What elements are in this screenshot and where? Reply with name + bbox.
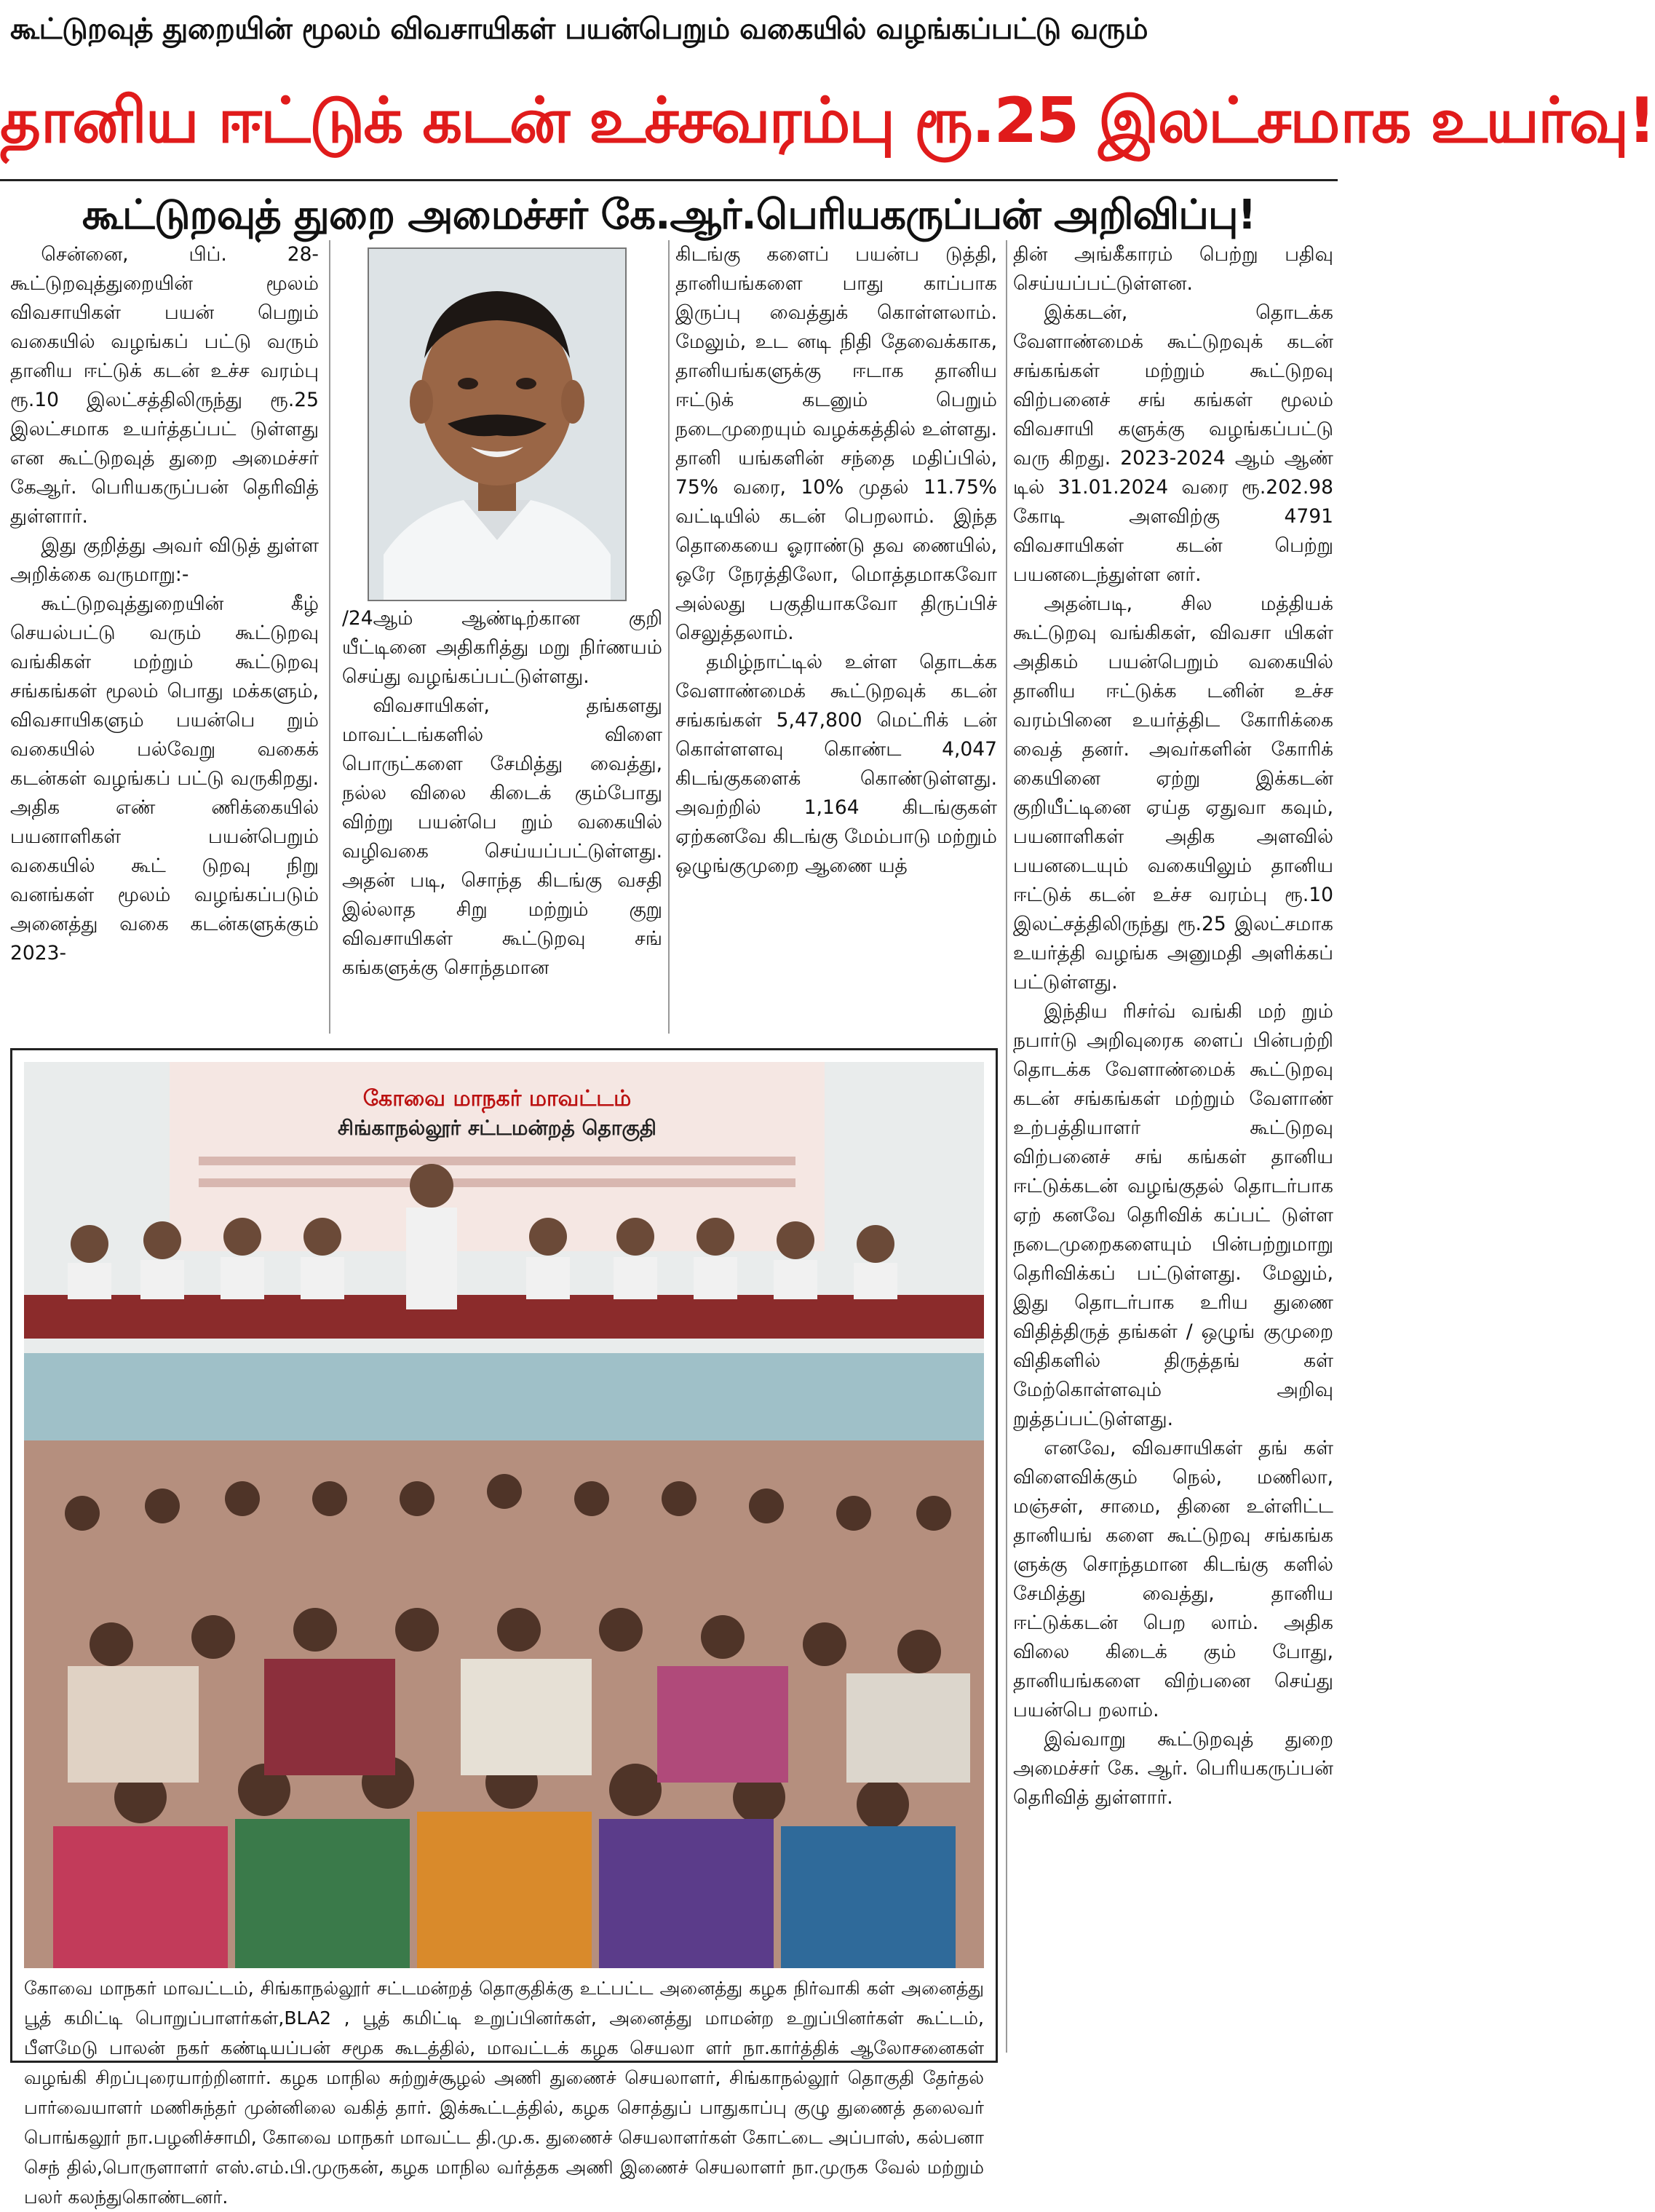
paragraph: தமிழ்நாட்டில் உள்ள தொடக்க வேளாண்மைக் கூட்டுறவுக் கடன் சங்கங்கள் 5,47,800 மெட்ரிக் டன் கொள்ளளவு கொண்ட 4,047 கிடங்குகளைக் கொண்டுள்ளது. அவற்றில் 1,164 கிடங்குகள் ஏற்கனவே கிடங்கு மேம்பாடு மற்றும் ஒழுங்குமுறை ஆணை யத் bbox=[675, 651, 997, 877]
paragraph: எனவே, விவசாயிகள் தங் கள் விளைவிக்கும் நெல், மணிலா, மஞ்சள், சாமை, தினை உள்ளிட்ட தானியங் களை கூட்டுறவு சங்கங்க ளுக்கு சொந்தமான கிடங்கு களில் சேமித்து வைத்து, தானிய ஈட்டுக்கடன் பெற லாம். அதிக விலை கிடைக் கும் போது, தானியங்களை விற்பனை செய்து பயன்பெ றலாம். bbox=[1013, 1437, 1333, 1721]
paragraph: இது குறித்து அவர் விடுத் துள்ள அறிக்கை வருமாறு:- bbox=[10, 534, 319, 586]
paragraph: சென்னை, பிப். 28- கூட்டுறவுத்துறையின் மூலம் விவசாயிகள் பயன் பெறும் வகையில் வழங்கப் பட்டு வரும் தானிய ஈட்டுக் கடன் உச்ச வரம்பு ரூ.10 இலட்சத்திலிருந்து ரூ.25 இலட்சமாக உயர்த்தப்பட் டுள்ளது என கூட்டுறவுத் துறை அமைச்சர் கேஆர். பெரியகருப்பன் தெரிவித் துள்ளார். bbox=[10, 243, 319, 528]
paragraph: அதன்படி, சில மத்தியக் கூட்டுறவு வங்கிகள், விவசா யிகள் அதிகம் பயன்பெறும் வகையில் தானிய ஈட்டுக்க டனின் உச்ச வரம்பினை உயர்த்திட கோரிக்கை வைத் தனர். அவர்களின் கோரிக் கையினை ஏற்று இக்கடன் குறியீட்டினை ஏய்த ஏதுவா கவும், பயனாளிகள் அதிக அளவில் பயனடையும் வகையிலும் தானிய ஈட்டுக் கடன் உச்ச வரம்பு ரூ.10 இலட்சத்திலிருந்து ரூ.25 இலட்சமாக உயர்த்தி வழங்க அனுமதி அளிக்கப் பட்டுள்ளது. bbox=[1013, 592, 1333, 994]
paragraph: இந்திய ரிசர்வ் வங்கி மற் றும் நபார்டு அறிவுரைக ளைப் பின்பற்றி தொடக்க வேளாண்மைக் கூட்டுறவு கடன் சங்கங்கள் மற்றும் வேளாண் உற்பத்தியாளர் கூட்டுறவு விற்பனைச் சங் கங்கள் தானிய ஈட்டுக்கடன் வழங்குதல் தொடர்பாக ஏற் கனவே தெரிவிக் கப்பட் டுள்ள நடைமுறைகளையும் பின்பற்றுமாறு தெரிவிக்கப் பட்டுள்ளது. மேலும், இது தொடர்பாக உரிய துணை விதித்திருத் தங்கள் / ஒழுங் குமுறை விதிகளில் திருத்தங் கள் மேற்கொள்ளவும் அறிவு றுத்தப்பட்டுள்ளது. bbox=[1013, 1000, 1333, 1430]
column-rule-3 bbox=[1006, 240, 1007, 2053]
paragraph: தின் அங்கீகாரம் பெற்று பதிவு செய்யப்பட்டுள்ளன. bbox=[1013, 243, 1333, 295]
paragraph: இவ்வாறு கூட்டுறவுத் துறை அமைச்சர் கே. ஆர். பெரியகருப்பன் தெரிவித் துள்ளார். bbox=[1013, 1728, 1333, 1809]
banner-text-2: சிங்காநல்லூர் சட்டமன்றத் தொகுதி bbox=[338, 1116, 656, 1140]
column-rule-2 bbox=[668, 240, 670, 1034]
article-column-4 bbox=[1013, 240, 1333, 2053]
portrait-illustration bbox=[369, 249, 625, 600]
paragraph: கிடங்கு களைப் பயன்ப டுத்தி, தானியங்களை பாது காப்பாக இருப்பு வைத்துக் கொள்ளலாம். மேலும், உட னடி நிதி தேவைக்காக, தானியங்களுக்கு ஈடாக தானிய ஈட்டுக் கடனும் பெறும் நடைமுறையும் வழக்கத்தில் உள்ளது. தானி யங்களின் சந்தை மதிப்பில், 75% வரை, 10% முதல் 11.75% வட்டியில் கடன் பெறலாம். இந்த தொகையை ஓராண்டு தவ ணையில், ஒரே நேரத்திலோ, மொத்தமாகவோ அல்லது பகுதியாகவோ திருப்பிச் செலுத்தலாம். bbox=[675, 243, 997, 644]
event-photo-illustration bbox=[24, 1062, 984, 1968]
paragraph: இக்கடன், தொடக்க வேளாண்மைக் கூட்டுறவுக் கடன் சங்கங்கள் மற்றும் கூட்டுறவு விற்பனைச் சங் கங்கள் மூலம் விவசாயி களுக்கு வழங்கப்பட்டு வரு கிறது. 2023-2024 ஆம் ஆண் டில் 31.01.2024 வரை ரூ.202.98 கோடி அளவிற்கு 4791 விவசாயிகள் கடன் பெற்று பயனடைந்துள்ள னர். bbox=[1013, 301, 1333, 586]
headline: தானிய ஈட்டுக் கடன் உச்சவரம்பு ரூ.25 இலட்சமாக உயர்வு! bbox=[0, 84, 1655, 157]
kicker-line: கூட்டுறவுத் துறையின் மூலம் விவசாயிகள் பயன்பெறும் வகையில் வழங்கப்பட்டு வரும் bbox=[10, 12, 1148, 46]
paragraph: கூட்டுறவுத்துறையின் கீழ் செயல்பட்டு வரும் கூட்டுறவு வங்கிகள் மற்றும் கூட்டுறவு சங்கங்கள் மூலம் பொது மக்களும், விவசாயிகளும் பயன்பெ றும் வகையில் பல்வேறு வகைக் கடன்கள் வழங்கப் பட்டு வருகிறது. அதிக எண் ணிக்கையில் பயனாளிகள் பயன்பெறும் வகையில் கூட் டுறவு நிறு வனங்கள் மூலம் வழங்கப்படும் அனைத்து வகை கடன்களுக்கும் 2023- bbox=[10, 592, 319, 964]
subheadline: கூட்டுறவுத் துறை அமைச்சர் கே.ஆர்.பெரியகருப்பன் அறிவிப்பு! bbox=[82, 191, 1256, 239]
article-column-2 bbox=[342, 604, 662, 1026]
column-rule-1 bbox=[329, 240, 330, 1034]
article-column-3 bbox=[675, 240, 997, 1026]
paragraph: விவசாயிகள், தங்களது மாவட்டங்களில் விளை பொருட்களை சேமித்து வைத்து, நல்ல விலை கிடைக் கும்போது விற்று பயன்பெ றும் வகையில் வழிவகை செய்யப்பட்டுள்ளது. அதன் படி, சொந்த கிடங்கு வசதி இல்லாத சிறு மற்றும் குறு விவசாயிகள் கூட்டுறவு சங் கங்களுக்கு சொந்தமான bbox=[342, 694, 662, 979]
minister-portrait bbox=[368, 247, 627, 601]
photo-caption: கோவை மாநகர் மாவட்டம், சிங்காநல்லூர் சட்டமன்றத் தொகுதிக்கு உட்பட்ட அனைத்து கழக நிர்வாகி கள் அனைத்து பூத் கமிட்டி பொறுப்பாளர்கள்,BLA2 , பூத் கமிட்டி உறுப்பினர்கள், அனைத்து மாமன்ற உறுப்பினர்கள் கூட்டம், பீளமேடு பாலன் நகர் கண்டியப்பன் சமூக கூடத்தில், மாவட்டக் கழக செயலா ளர் நா.கார்த்திக் ஆலோசனைகள் வழங்கி சிறப்புரையாற்றினார். கழக மாநில சுற்றுச்சூழல் அணி துணைச் செயலாளர், சிங்காநல்லூர் தொகுதி தேர்தல் பார்வையாளர் மணிசுந்தர் முன்னிலை வகித் தார். இக்கூட்டத்தில், கழக சொத்துப் பாதுகாப்பு குழு துணைத் தலைவர் பொங்கலூர் நா.பழனிச்சாமி, கோவை மாநகர் மாவட்ட தி.மு.க. துணைச் செயலாளர்கள் கோட்டை அப்பாஸ், கல்பனா செந் தில்,பொருளாளர் எஸ்.எம்.பி.முருகன், கழக மாநில வர்த்தக அணி இணைச் செயலாளர் நா.முருக வேல் மற்றும் பலர் கலந்துகொண்டனர். bbox=[24, 1978, 984, 2208]
article-column-1 bbox=[10, 240, 319, 1026]
paragraph: /24ஆம் ஆண்டிற்கான குறி யீட்டினை அதிகரித்து மறு நிர்ணயம் செய்து வழங்கப்பட்டுள்ளது. bbox=[342, 607, 662, 688]
banner-text-1: கோவை மாநகர் மாவட்டம் bbox=[362, 1086, 632, 1111]
header-rule bbox=[0, 179, 1338, 181]
event-photo-box bbox=[10, 1048, 998, 2208]
event-photo bbox=[24, 1062, 984, 1968]
